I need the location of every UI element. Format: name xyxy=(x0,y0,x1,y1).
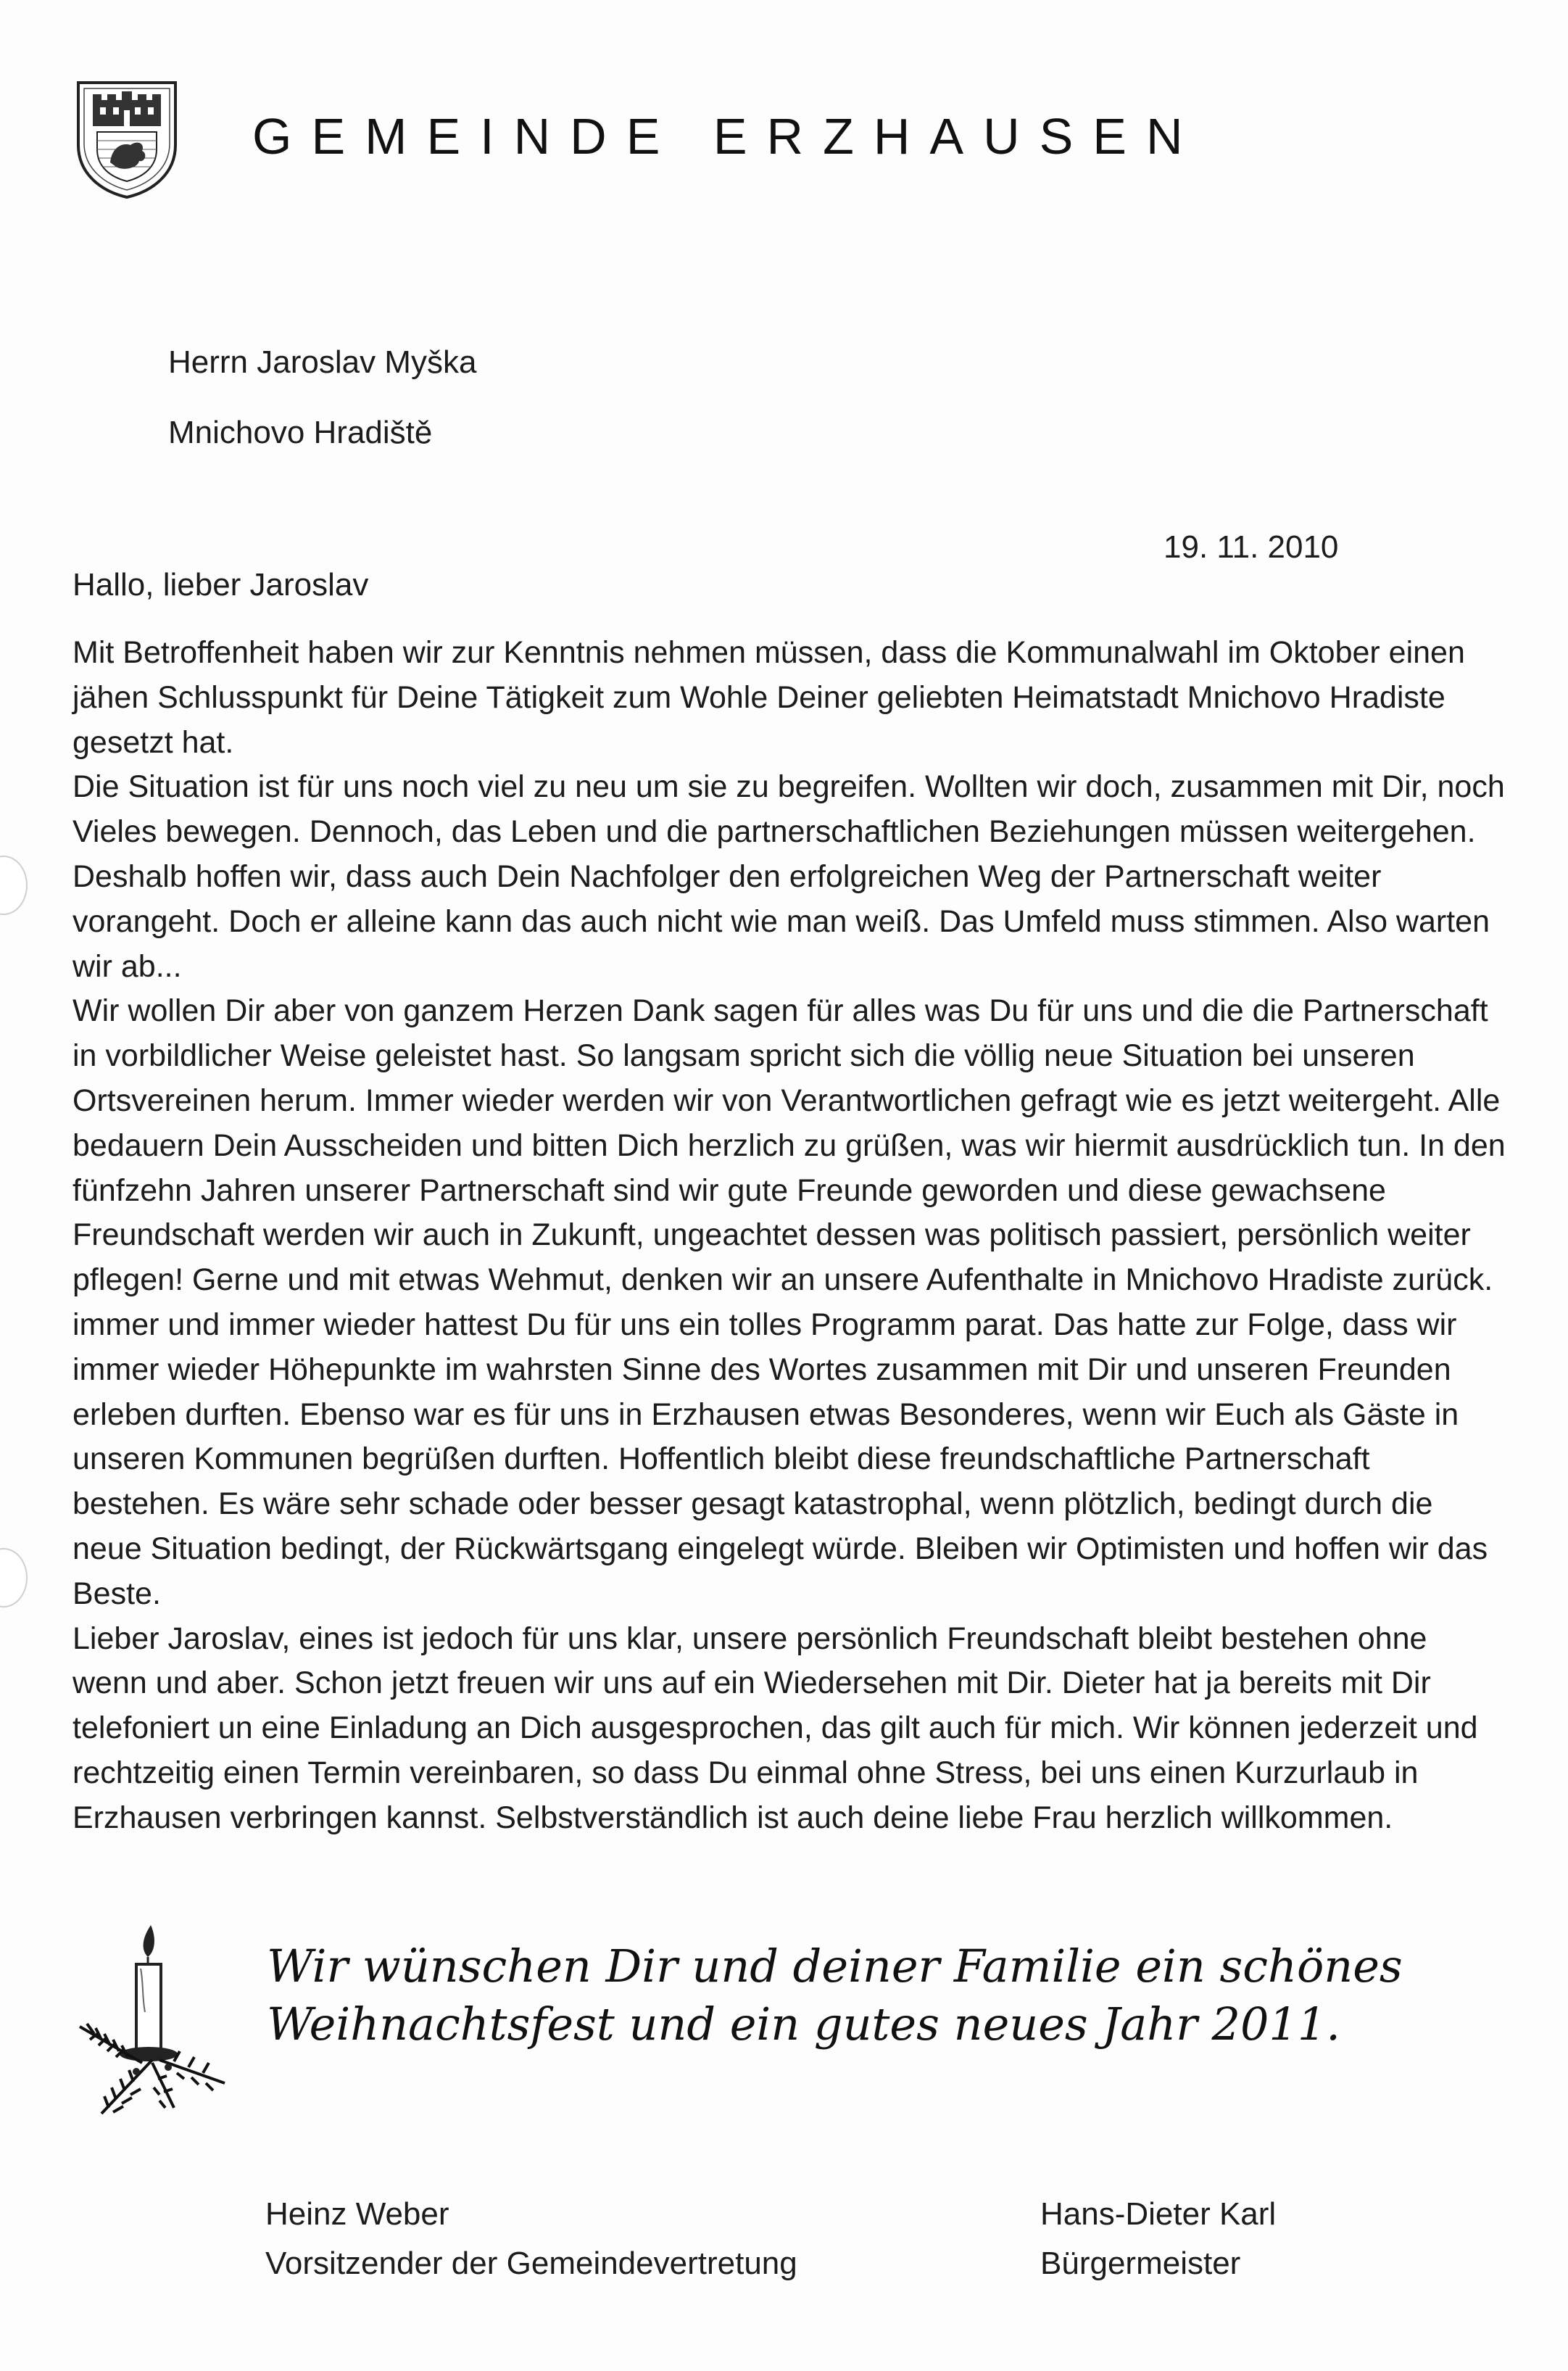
holiday-greeting xyxy=(267,1937,1543,2053)
letter-body xyxy=(72,631,1508,1841)
letter-date: 19. 11. 2010 xyxy=(1163,529,1339,565)
christmas-candle-icon xyxy=(72,1918,239,2121)
greeting-line-1: Wir wünschen Dir und deiner Familie ein schönes xyxy=(267,1940,1403,1993)
salutation: Hallo, lieber Jaroslav xyxy=(72,567,369,603)
coat-of-arms-icon xyxy=(72,78,181,200)
recipient-name: Herrn Jaroslav Myška xyxy=(168,344,477,380)
punch-hole-upper xyxy=(0,856,28,915)
body-paragraph: Lieber Jaroslav, eines ist jedoch für uns klar, unsere persönlich Freundschaft bleibt bestehen ohne wenn und aber. Schon jetzt freuen wir uns auf ein Wiedersehen mit Dir. Dieter hat ja bereits mit Dir telefoniert un eine Einladung an Dich ausgesprochen, das gilt auch für mich. Wir können jederzeit und rechtzeitig einen Termin vereinbaren, so dass Du einmal ohne Stress, bei uns einen Kurzurlaub in Erzhausen verbringen kannst. Selbstverständlich ist auch deine liebe Frau herzlich willkommen. xyxy=(72,1621,1478,1835)
signature-right-role: Bürgermeister xyxy=(1040,2246,1241,2281)
signature-left-role: Vorsitzender der Gemeindevertretung xyxy=(265,2246,797,2281)
letterhead-title: GEMEINDE ERZHAUSEN xyxy=(252,108,1203,165)
greeting-line-2: Weihnachtsfest und ein gutes neues Jahr 2011. xyxy=(267,1998,1341,2051)
recipient-city: Mnichovo Hradiště xyxy=(168,415,433,450)
body-paragraph: Mit Betroffenheit haben wir zur Kenntnis nehmen müssen, dass die Kommunalwahl im Oktober einen jähen Schlusspunkt für Deine Tätigkeit zum Wohle Deiner geliebten Heimatstadt Mnichovo Hradiste gesetzt hat. xyxy=(72,635,1465,760)
signature-left-name: Heinz Weber xyxy=(265,2196,449,2232)
signature-right-name: Hans-Dieter Karl xyxy=(1040,2196,1277,2232)
signature-right xyxy=(1040,2190,1276,2288)
punch-hole-lower xyxy=(0,1548,28,1607)
body-paragraph: Die Situation ist für uns noch viel zu neu um sie zu begreifen. Wollten wir doch, zusammen mit Dir, noch Vieles bewegen. Dennoch, das Leben und die partnerschaftlichen Beziehungen müssen weitergehen. Deshalb hoffen wir, dass auch Dein Nachfolger den erfolgreichen Weg der Partnerschaft weiter vorangeht. Doch er alleine kann das auch nicht wie man weiß. Das Umfeld muss stimmen. Also warten wir ab... xyxy=(72,769,1505,984)
signature-left xyxy=(265,2190,797,2288)
body-paragraph: Wir wollen Dir aber von ganzem Herzen Dank sagen für alles was Du für uns und die die Partnerschaft in vorbildlicher Weise geleistet hast. So langsam spricht sich die völlig neue Situation bei unseren Ortsvereinen herum. Immer wieder werden wir von Verantwortlichen gefragt wie es jetzt weitergeht. Alle bedauern Dein Ausscheiden und bitten Dich herzlich zu grüßen, was wir hiermit ausdrücklich tun. In den fünfzehn Jahren unserer Partnerschaft sind wir gute Freunde geworden und diese gewachsene Freundschaft werden wir auch in Zukunft, ungeachtet dessen was politisch passiert, persönlich weiter pflegen! Gerne und mit etwas Wehmut, denken wir an unsere Aufenthalte in Mnichovo Hradiste zurück. immer und immer wieder hattest Du für uns ein tolles Programm parat. Das hatte zur Folge, dass wir immer wieder Höhepunkte im wahrsten Sinne des Wortes zusammen mit Dir und unseren Freunden erleben durften. Ebenso war es für uns in Erzhausen etwas Besonderes, wenn wir Euch als Gäste in unseren Kommunen begrüßen durften. Hoffentlich bleibt diese freundschaftliche Partnerschaft bestehen. Es wäre sehr schade oder besser gesagt katastrophal, wenn plötzlich, bedingt durch die neue Situation bedingt, der Rückwärtsgang eingelegt würde. Bleiben wir Optimisten und hoffen wir das Beste. xyxy=(72,993,1506,1611)
